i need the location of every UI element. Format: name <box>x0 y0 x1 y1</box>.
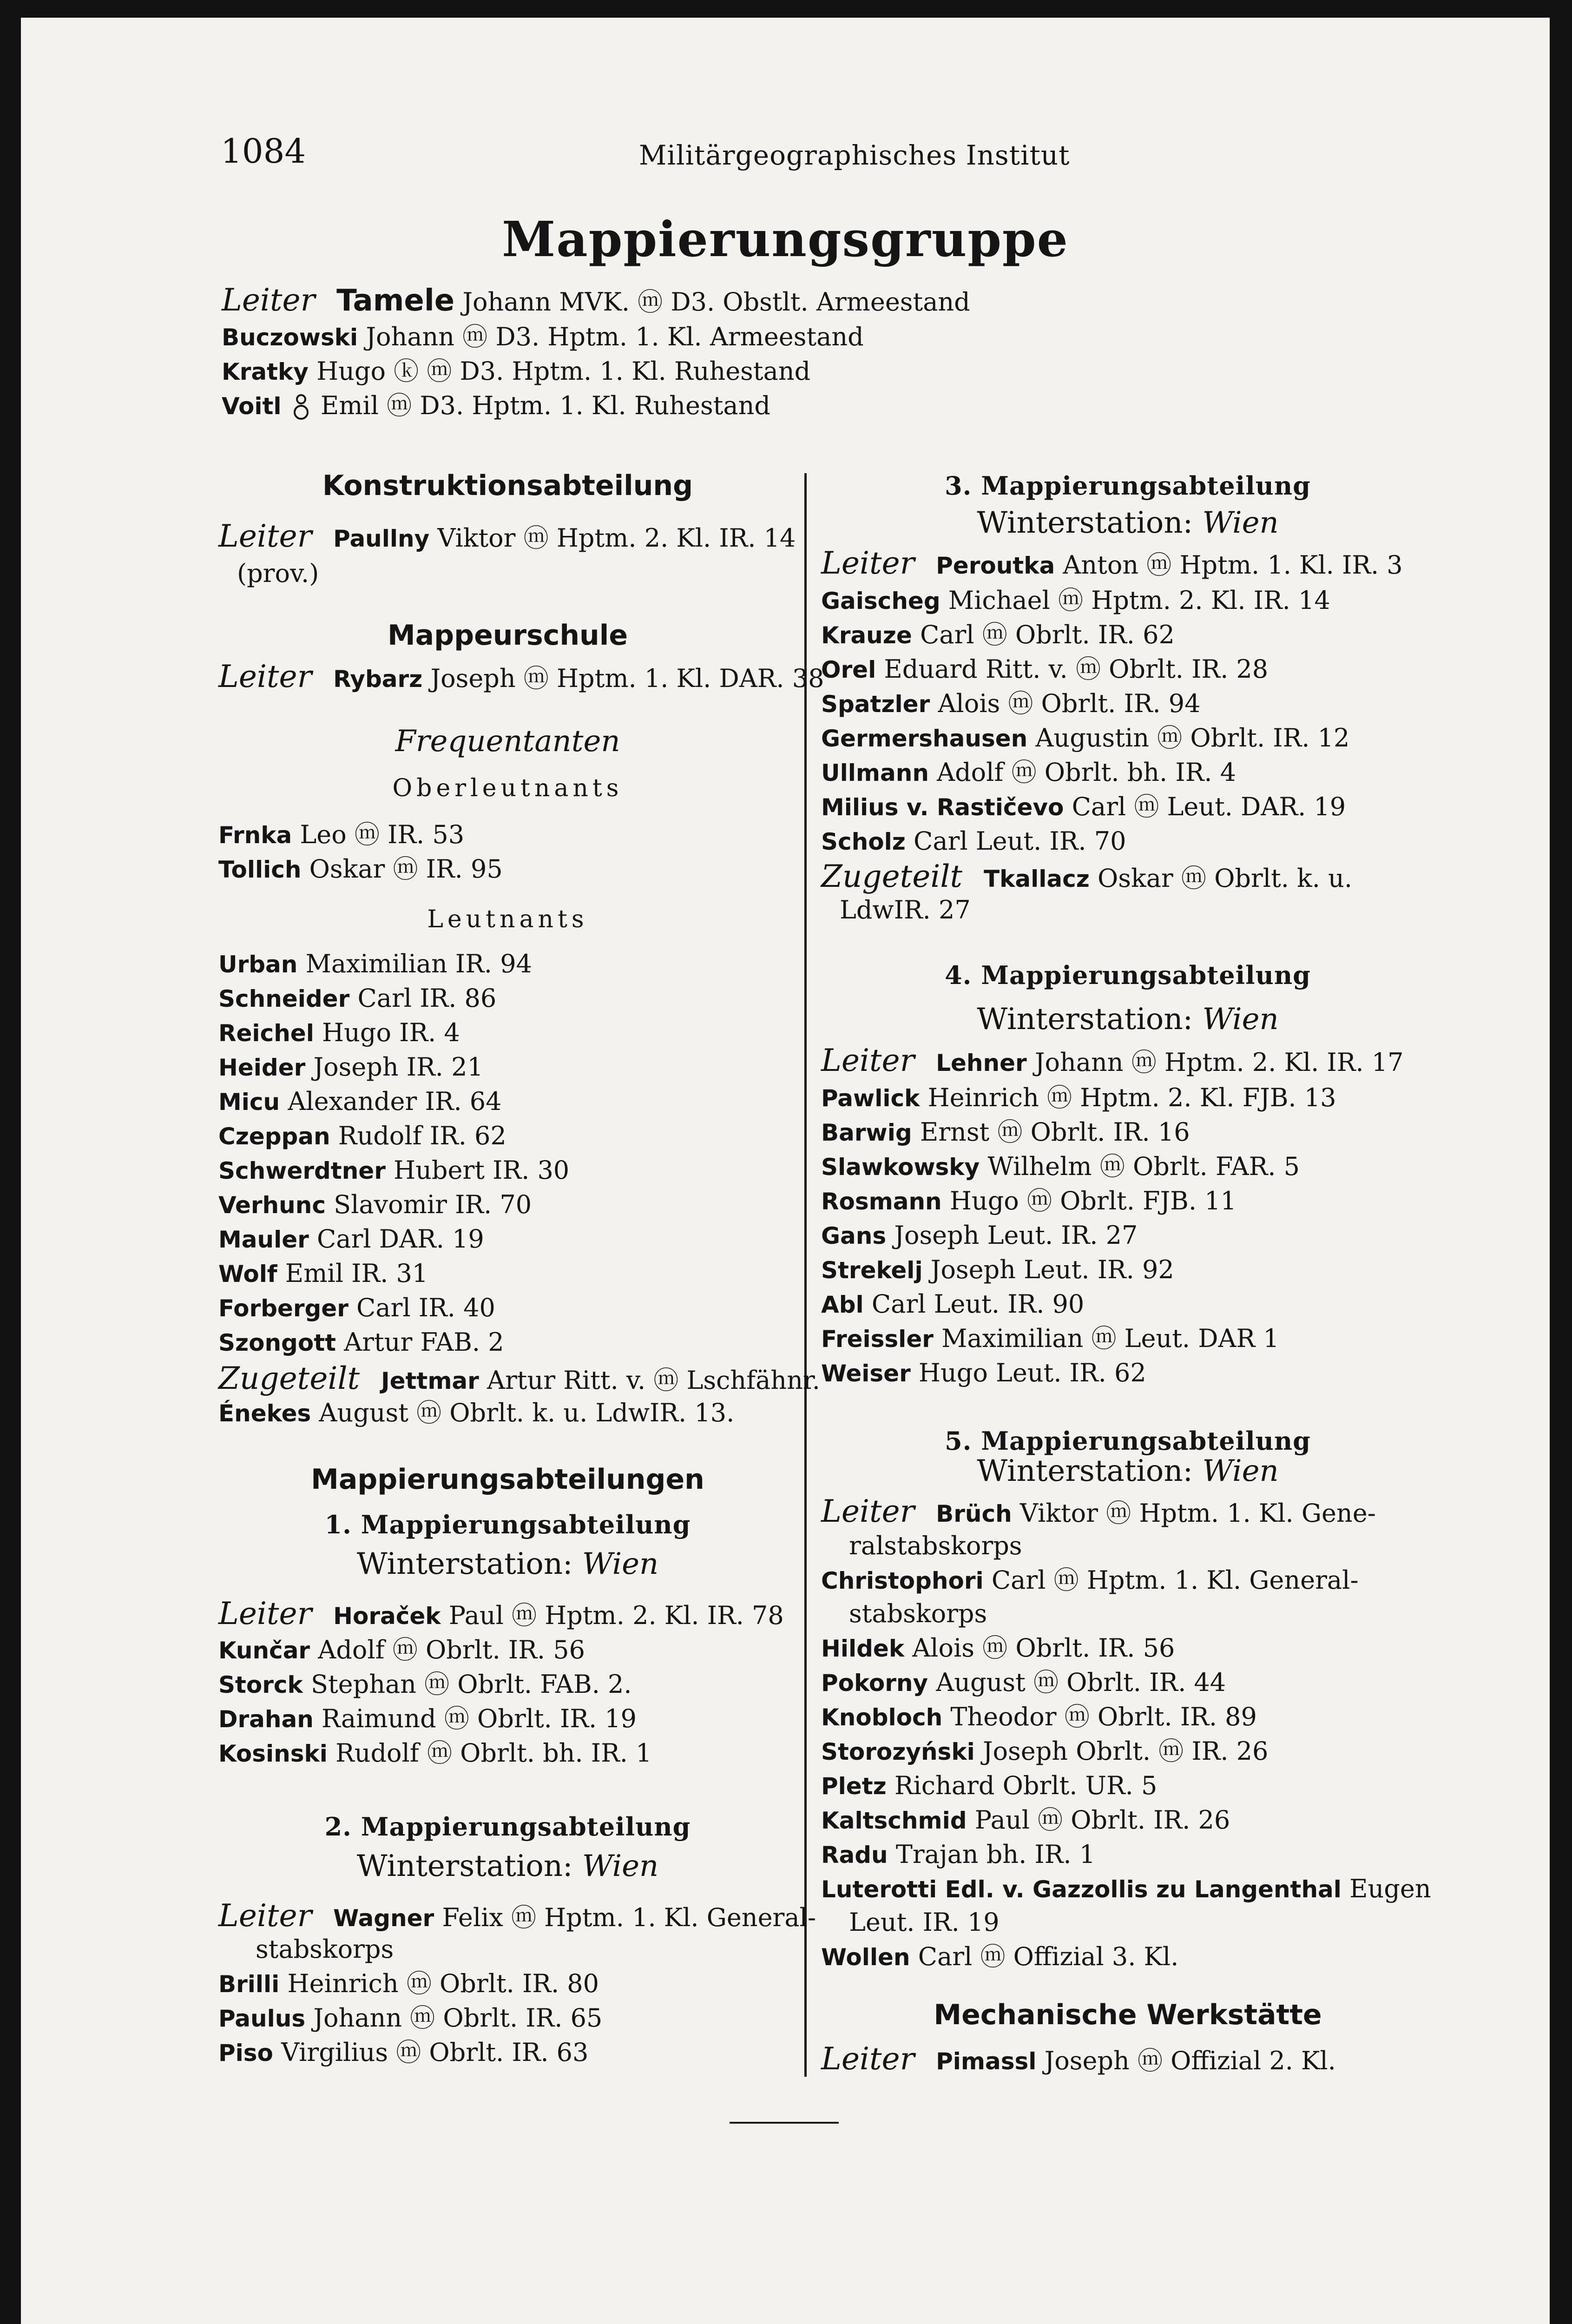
list-item <box>218 1967 599 2001</box>
section-heading: Mappierungsabteilungen <box>311 1463 704 1496</box>
person-name: Paulus <box>218 2005 306 2032</box>
list-item <box>218 982 496 1016</box>
person-details: Joseph ⓜ Offizial 2. Kl. <box>1044 2046 1336 2075</box>
person-details: Joseph Obrlt. ⓜ IR. 26 <box>982 1736 1269 1766</box>
winter-label: Winterstation: <box>977 1454 1193 1488</box>
person-name: Voitl <box>222 393 282 420</box>
bottom-rule <box>730 2122 839 2124</box>
person-details: Hubert IR. 30 <box>394 1155 570 1185</box>
role-label: Leiter <box>821 2041 915 2077</box>
person-name: Kosinski <box>218 1740 328 1767</box>
person-name: Strekelj <box>821 1257 923 1284</box>
person-name: Brilli <box>218 1971 280 1998</box>
list-item <box>821 1150 1300 1184</box>
list-item <box>218 1050 483 1084</box>
person-name: Barwig <box>821 1119 912 1146</box>
section-heading: Konstruktionsabteilung <box>322 469 693 502</box>
person-name: Scholz <box>821 828 906 855</box>
person-details: Joseph Leut. IR. 92 <box>930 1255 1174 1284</box>
list-item <box>821 1287 1084 1321</box>
person-details: Joseph IR. 21 <box>313 1052 483 1082</box>
person-details: Joseph Leut. IR. 27 <box>894 1221 1138 1250</box>
winter-label: Winterstation: <box>356 1849 573 1883</box>
person-details: Carl ⓜ Offizial 3. Kl. <box>918 1942 1179 1971</box>
person-name: Buczowski <box>222 324 358 351</box>
list-item <box>218 852 503 886</box>
person-details: Paul ⓜ Obrlt. IR. 26 <box>974 1805 1230 1835</box>
list-item <box>218 1633 585 1667</box>
person-name: Storck <box>218 1671 303 1698</box>
person-details: Michael ⓜ Hptm. 2. Kl. IR. 14 <box>948 586 1330 615</box>
rank-heading: Leutnants <box>427 905 588 933</box>
continuation-line: ralstabskorps <box>849 1531 1022 1560</box>
person-details: Carl Leut. IR. 90 <box>871 1289 1085 1319</box>
person-details: Viktor ⓜ Hptm. 1. Kl. Gene- <box>1019 1499 1376 1528</box>
person-name: Slawkowsky <box>821 1154 980 1181</box>
list-item <box>821 1735 1268 1769</box>
person-details: Raimund ⓜ Obrlt. IR. 19 <box>322 1704 637 1733</box>
person-name: Tollich <box>218 856 302 883</box>
list-item <box>821 1769 1157 1803</box>
continuation-line: stabskorps <box>256 1934 394 1964</box>
person-details: Carl DAR. 19 <box>316 1224 484 1254</box>
person-name: Schwerdtner <box>218 1157 386 1184</box>
list-item <box>218 1702 637 1736</box>
person-name: Lehner <box>936 1050 1027 1076</box>
person-details: Joseph ⓜ Hptm. 1. Kl. DAR. 38 <box>430 664 824 693</box>
running-head: Militärgeographisches Institut <box>639 139 1070 171</box>
list-item <box>821 1666 1226 1700</box>
person-name: Verhunc <box>218 1192 326 1219</box>
person-name: Czeppan <box>218 1123 330 1150</box>
person-details: Oskar ⓜ Obrlt. k. u. <box>1098 864 1353 893</box>
abteilung-heading: 4. Mappierungsabteilung <box>945 960 1311 990</box>
person-name: Drahan <box>218 1706 314 1733</box>
role-label: Leiter <box>821 545 915 581</box>
person-details: Heinrich ⓜ Obrlt. IR. 80 <box>287 1969 599 1998</box>
person-details: Leo ⓜ IR. 53 <box>300 820 465 849</box>
winter-label: Winterstation: <box>977 1002 1193 1037</box>
list-item <box>821 1253 1174 1287</box>
list-item <box>218 1085 502 1119</box>
person-name: Frnka <box>218 822 292 849</box>
person-name: Peroutka <box>936 552 1055 579</box>
person-name: Schneider <box>218 985 350 1012</box>
leiter-row <box>821 1495 1376 1531</box>
person-name: Spatzler <box>821 691 930 718</box>
list-item <box>821 1356 1146 1390</box>
person-details: Ernst ⓜ Obrlt. IR. 16 <box>920 1117 1190 1147</box>
winter-label: Winterstation: <box>356 1547 573 1581</box>
person-name: Rosmann <box>821 1188 942 1215</box>
person-details: Johann MVK. ⓜ D3. Obstlt. Armeestand <box>462 287 970 317</box>
person-name: Pletz <box>821 1773 887 1800</box>
list-item <box>218 1016 460 1050</box>
person-details: Carl ⓜ Hptm. 1. Kl. General- <box>991 1565 1359 1595</box>
person-name: Forberger <box>218 1295 349 1322</box>
person-name: Wagner <box>333 1905 434 1932</box>
person-name: Énekes <box>218 1400 311 1427</box>
person-details: Artur Ritt. v. ⓜ Lschfähnr. <box>487 1366 820 1395</box>
person-name: Gans <box>821 1222 887 1249</box>
person-details: Hugo ⓜ Obrlt. FJB. 11 <box>949 1186 1237 1215</box>
list-item <box>218 1326 504 1360</box>
person-details: Eugen <box>1349 1874 1431 1903</box>
person-details: Alois ⓜ Obrlt. IR. 56 <box>912 1633 1175 1663</box>
abteilung-heading: 1. Mappierungsabteilung <box>324 1510 691 1539</box>
list-item <box>218 1736 651 1770</box>
list-item <box>821 618 1175 652</box>
list-item <box>821 1838 1095 1872</box>
list-item <box>821 825 1126 858</box>
winterstation <box>821 506 1434 540</box>
person-details: Hugo ⓚ ⓜ D3. Hptm. 1. Kl. Ruhestand <box>316 357 811 386</box>
person-name: Pawlick <box>821 1085 920 1112</box>
person-name: Storozyński <box>821 1738 975 1765</box>
person-details: Anton ⓜ Hptm. 1. Kl. IR. 3 <box>1063 550 1403 580</box>
list-item <box>821 1700 1257 1734</box>
person-name: Luterotti Edl. v. Gazzollis zu Langenthal <box>821 1876 1342 1903</box>
page-number: 1084 <box>221 132 306 171</box>
person-name: Pimassl <box>936 2048 1037 2075</box>
person-details: Felix ⓜ Hptm. 1. Kl. General- <box>442 1903 816 1932</box>
person-name: Abl <box>821 1291 864 1318</box>
role-label: Leiter <box>218 518 312 554</box>
list-item <box>821 1631 1175 1665</box>
person-details: Richard Obrlt. UR. 5 <box>894 1771 1158 1800</box>
section-heading: Mappeurschule <box>387 619 628 652</box>
role-label: Leiter <box>218 1596 312 1631</box>
person-name: Kunčar <box>218 1637 310 1664</box>
winterstation <box>218 1849 797 1883</box>
person-details: Carl ⓜ Leut. DAR. 19 <box>1072 792 1346 821</box>
list-item <box>218 1291 495 1325</box>
leiter-row <box>821 547 1403 582</box>
list-item <box>218 947 532 981</box>
winter-place: Wien <box>1202 1002 1279 1037</box>
person-details: Carl IR. 86 <box>357 984 497 1013</box>
person-details: Hugo Leut. IR. 62 <box>918 1358 1146 1387</box>
leiter-row <box>218 520 796 555</box>
person-name: Micu <box>218 1089 280 1116</box>
person-name: Kratky <box>222 358 309 385</box>
person-name: Ullmann <box>821 759 929 786</box>
person-details: Johann ⓜ Obrlt. IR. 65 <box>313 2003 603 2033</box>
person-name: Wolf <box>218 1261 277 1287</box>
person-details: Stephan ⓜ Obrlt. FAB. 2. <box>310 1670 632 1699</box>
list-item <box>821 756 1236 790</box>
zugeteilt-row <box>218 1362 820 1398</box>
list-item <box>218 2036 588 2070</box>
abteilung-heading: 2. Mappierungsabteilung <box>324 1812 691 1842</box>
person-name: Kaltschmid <box>821 1807 967 1834</box>
role-label: Leiter <box>222 282 316 318</box>
list-item <box>218 1154 569 1188</box>
abteilung-heading: 3. Mappierungsabteilung <box>945 471 1311 501</box>
person-name: Brüch <box>936 1500 1012 1527</box>
winterstation <box>218 1547 797 1581</box>
person-details: Virgilius ⓜ Obrlt. IR. 63 <box>281 2038 589 2067</box>
role-label: Leiter <box>218 1898 312 1934</box>
person-details: Rudolf ⓜ Obrlt. bh. IR. 1 <box>335 1738 652 1768</box>
list-item <box>821 1322 1279 1356</box>
person-name: Christophori <box>821 1567 984 1594</box>
role-label: Leiter <box>821 1493 915 1529</box>
list-item <box>218 1396 734 1430</box>
person-details: Trajan bh. IR. 1 <box>895 1840 1096 1869</box>
list-item <box>821 1184 1237 1218</box>
person-details: Artur FAB. 2 <box>344 1327 504 1357</box>
role-label: Zugeteilt <box>821 858 962 894</box>
list-item <box>821 584 1330 618</box>
person-name: Gaischeg <box>821 588 941 614</box>
page-title: Mappierungsgruppe <box>502 211 1069 268</box>
leiter-row <box>821 1044 1403 1080</box>
list-item <box>821 1219 1138 1253</box>
list-item <box>821 1940 1178 1974</box>
person-details: Eduard Ritt. v. ⓜ Obrlt. IR. 28 <box>884 654 1269 684</box>
person-name: Pokorny <box>821 1670 928 1697</box>
section-heading: Mechanische Werkstätte <box>934 1999 1322 2031</box>
person-name: Horaček <box>333 1603 441 1630</box>
right-column <box>821 18 1453 2324</box>
person-name: Milius v. Rastičevo <box>821 794 1064 821</box>
person-name: Freissler <box>821 1326 934 1353</box>
left-column <box>218 18 824 2324</box>
person-name: Hildek <box>821 1635 905 1662</box>
person-details: Carl ⓜ Obrlt. IR. 62 <box>920 620 1175 649</box>
list-item <box>821 1116 1190 1149</box>
person-details: Paul ⓜ Hptm. 2. Kl. IR. 78 <box>448 1601 784 1630</box>
person-details: Carl Leut. IR. 70 <box>914 826 1126 856</box>
person-details: Johann ⓜ Hptm. 2. Kl. IR. 17 <box>1034 1048 1404 1077</box>
person-name: Weiser <box>821 1360 911 1387</box>
person-name: Knobloch <box>821 1704 943 1731</box>
person-name: Rybarz <box>333 666 423 693</box>
winter-label: Winterstation: <box>977 506 1193 540</box>
person-name: Tamele <box>336 284 455 318</box>
list-item <box>821 1803 1230 1837</box>
role-label: Leiter <box>218 659 312 694</box>
list-item <box>821 653 1268 687</box>
person-name: Orel <box>821 656 876 683</box>
zugeteilt-row <box>821 860 1352 896</box>
list-item <box>218 1257 428 1291</box>
person-details: Augustin ⓜ Obrlt. IR. 12 <box>1035 723 1350 753</box>
person-details: Emil IR. 31 <box>285 1259 428 1288</box>
person-details: August ⓜ Obrlt. IR. 44 <box>936 1668 1226 1697</box>
winterstation <box>821 1002 1434 1037</box>
list-item <box>218 818 464 852</box>
person-name: Heider <box>218 1054 306 1081</box>
person-details: Alois ⓜ Obrlt. IR. 94 <box>938 689 1201 718</box>
person-details: Adolf ⓜ Obrlt. bh. IR. 4 <box>937 758 1237 787</box>
winterstation <box>821 1454 1434 1488</box>
list-item <box>218 1668 632 1702</box>
list-item <box>218 1222 484 1256</box>
leiter-row <box>821 2042 1336 2078</box>
list-item <box>821 687 1201 721</box>
person-details: Adolf ⓜ Obrlt. IR. 56 <box>318 1635 585 1664</box>
rank-heading: Oberleutnants <box>392 774 623 802</box>
person-name: Radu <box>821 1842 888 1868</box>
subsection-heading: Frequentanten <box>395 724 620 759</box>
person-details: Maximilian ⓜ Leut. DAR 1 <box>941 1324 1279 1353</box>
person-details: Emil ⓜ D3. Hptm. 1. Kl. Ruhestand <box>320 391 770 420</box>
leiter-row <box>218 1899 816 1935</box>
role-label: Zugeteilt <box>218 1360 360 1396</box>
prov-note: (prov.) <box>237 559 319 588</box>
list-item <box>821 1564 1359 1598</box>
person-name: Szongott <box>218 1329 336 1356</box>
role-label: Leiter <box>821 1043 915 1078</box>
person-details: Wilhelm ⓜ Obrlt. FAR. 5 <box>987 1152 1300 1181</box>
list-item <box>821 721 1349 755</box>
person-name: Piso <box>218 2040 273 2067</box>
person-name: Reichel <box>218 1020 314 1047</box>
list-item <box>821 790 1346 824</box>
person-name: Germershausen <box>821 725 1028 752</box>
winter-place: Wien <box>1202 506 1279 540</box>
book-page <box>21 18 1550 2324</box>
person-name: Mauler <box>218 1226 309 1253</box>
winter-place: Wien <box>582 1849 659 1883</box>
person-name: Paullny <box>333 525 430 552</box>
abteilung-heading: 5. Mappierungsabteilung <box>945 1426 1311 1456</box>
person-details: Alexander IR. 64 <box>288 1087 502 1116</box>
person-details: Carl IR. 40 <box>356 1293 495 1322</box>
person-name: Wollen <box>821 1944 910 1971</box>
person-details: Slavomir IR. 70 <box>334 1190 532 1219</box>
continuation-line: stabskorps <box>849 1599 987 1628</box>
leiter-row <box>218 1597 784 1633</box>
person-details: Viktor ⓜ Hptm. 2. Kl. IR. 14 <box>437 523 796 553</box>
person-details: Maximilian IR. 94 <box>305 949 532 978</box>
list-item <box>218 2001 602 2035</box>
list-item <box>218 1119 506 1153</box>
person-details: August ⓜ Obrlt. k. u. LdwIR. 13. <box>319 1398 735 1427</box>
person-details: Johann ⓜ D3. Hptm. 1. Kl. Armeestand <box>366 322 864 351</box>
winter-place: Wien <box>582 1547 659 1581</box>
continuation-line: Leut. IR. 19 <box>849 1908 1000 1937</box>
person-details: Theodor ⓜ Obrlt. IR. 89 <box>950 1702 1257 1731</box>
person-name: Krauze <box>821 622 912 649</box>
person-details: Oskar ⓜ IR. 95 <box>309 854 503 884</box>
person-details: Heinrich ⓜ Hptm. 2. Kl. FJB. 13 <box>927 1083 1336 1112</box>
person-name: Jettmar <box>381 1367 479 1394</box>
winter-place: Wien <box>1202 1454 1279 1488</box>
person-name: Tkallacz <box>984 865 1090 892</box>
list-item <box>821 1872 1431 1906</box>
column-divider <box>804 473 807 2077</box>
person-details: Rudolf IR. 62 <box>338 1121 506 1150</box>
person-details: Hugo IR. 4 <box>322 1018 460 1047</box>
leiter-row <box>218 660 824 696</box>
person-name: Urban <box>218 951 298 978</box>
list-item <box>218 1188 532 1222</box>
list-item <box>821 1081 1336 1115</box>
continuation-line: LdwIR. 27 <box>840 895 971 924</box>
